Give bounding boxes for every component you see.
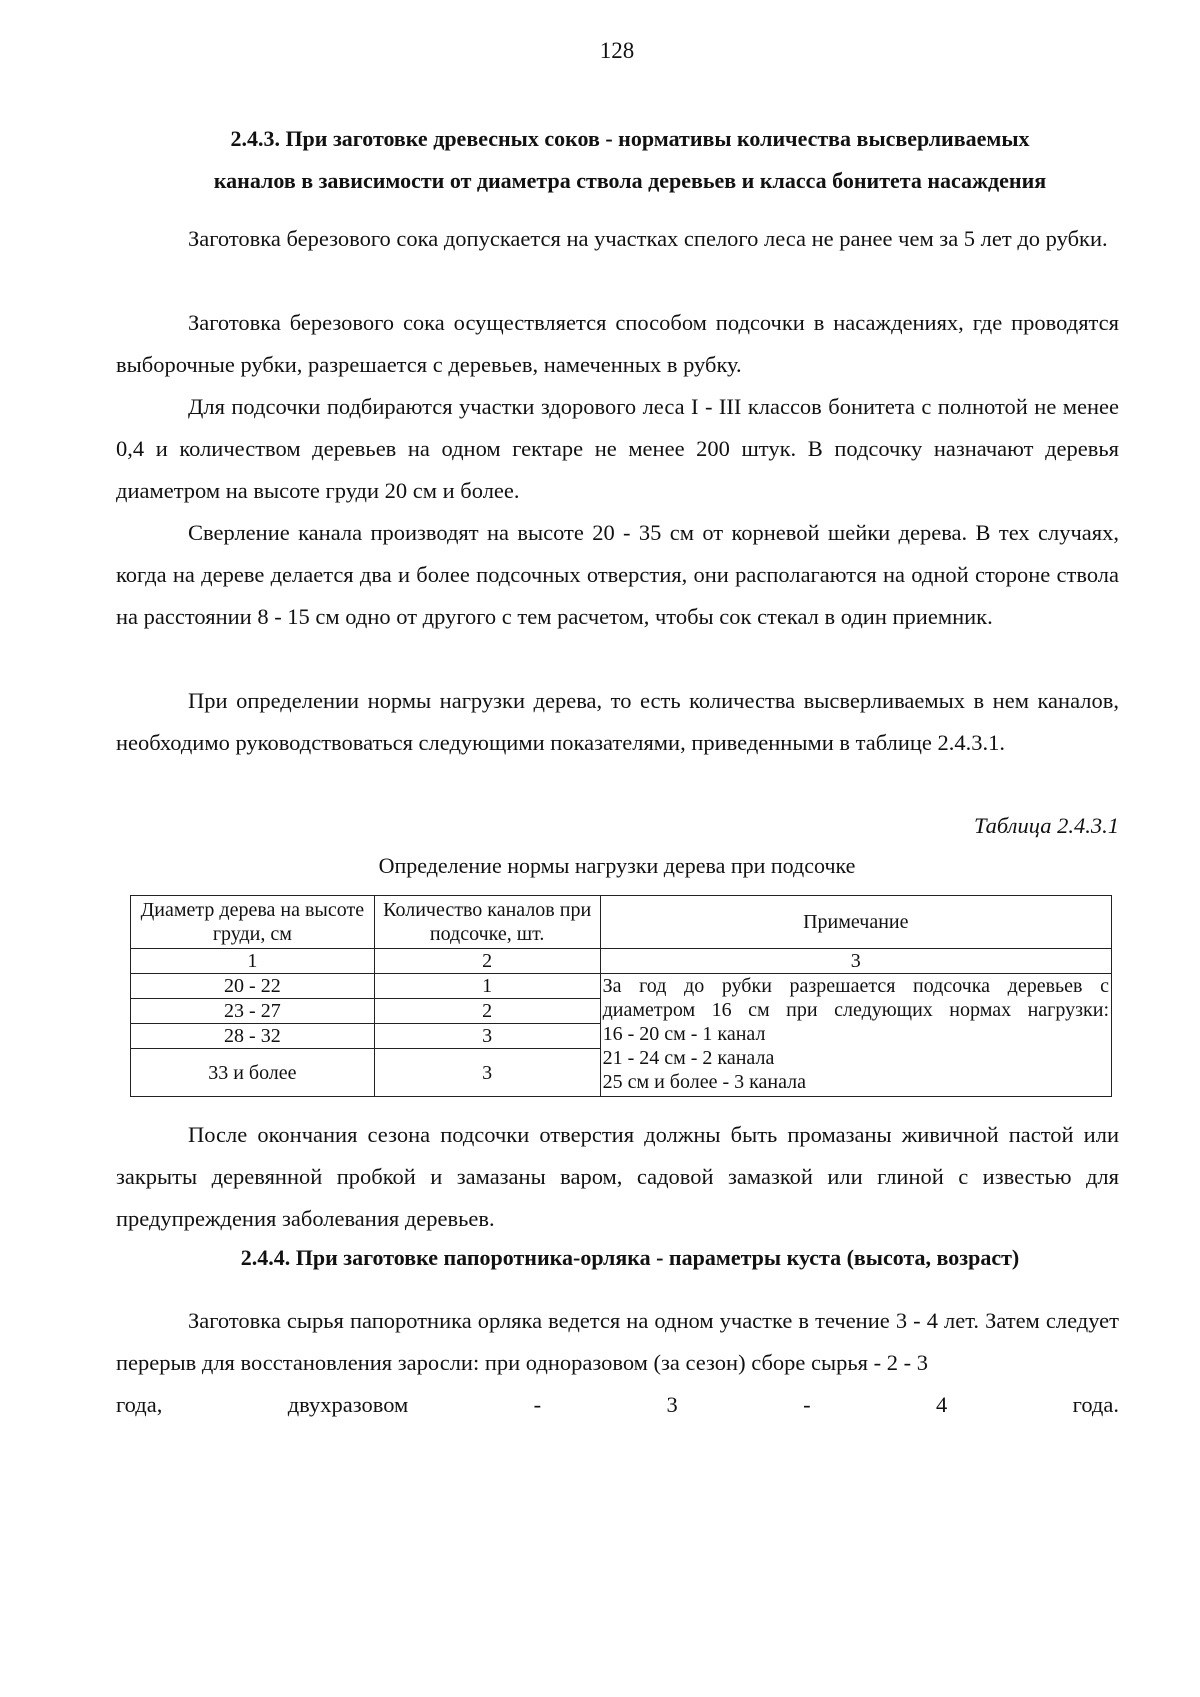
- note-line: 25 см и более - 3 канала: [602, 1071, 807, 1093]
- section-heading-2-4-4: 2.4.4. При заготовке папоротника-орляка - параметры куста (высота, возраст): [240, 1245, 1020, 1270]
- table-cell: 3: [374, 1024, 600, 1049]
- paragraph-text: Заготовка сырья папоротника орляка ведется на одном участке в течение 3 - 4 лет. Затем следует перерыв для восстановления заросли: при одноразовом (за сезон) сборе сырья - 2 - 3: [116, 1308, 1119, 1375]
- note-line: 21 - 24 см - 2 канала: [602, 1047, 775, 1069]
- table-cell: 1: [131, 949, 375, 974]
- paragraph: Заготовка березового сока осуществляется способом подсочки в насаждениях, где проводятся выборочные рубки, разрешается с деревьев, намеченных в рубку.: [116, 310, 1119, 377]
- table-header-cell: Примечание: [600, 896, 1111, 949]
- table-cell: 3: [600, 949, 1111, 974]
- table-note-cell: [600, 974, 1111, 1097]
- table-cell: 20 - 22: [131, 974, 375, 999]
- note-line: диаметром 16 см при следующих нормах нагрузки:: [602, 999, 1109, 1021]
- table-cell: 33 и более: [131, 1049, 375, 1097]
- table-title: Определение нормы нагрузки дерева при подсочке: [378, 853, 856, 878]
- table-cell: 23 - 27: [131, 999, 375, 1024]
- table-header-cell: Диаметр дерева на высоте груди, см: [131, 896, 375, 949]
- paragraph: При определении нормы нагрузки дерева, то есть количества высверливаемых в нем каналов, необходимо руководствоваться следующими показателями, приведенными в таблице 2.4.3.1.: [116, 688, 1119, 755]
- heading-line: каналов в зависимости от диаметра ствола деревьев и класса бонитета насаждения: [213, 168, 1047, 193]
- table-cell: 2: [374, 949, 600, 974]
- table-cell: 28 - 32: [131, 1024, 375, 1049]
- table-cell: 1: [374, 974, 600, 999]
- paragraph: [116, 1300, 1119, 1426]
- paragraph: Заготовка березового сока допускается на участках спелого леса не ранее чем за 5 лет до рубки.: [188, 226, 1108, 251]
- tapping-norms-table: [130, 895, 1112, 1097]
- note-line: За год до рубки разрешается подсочка деревьев с: [602, 975, 1109, 997]
- paragraph: После окончания сезона подсочки отверстия должны быть промазаны живичной пастой или закрыты деревянной пробкой и замазаны варом, садовой замазкой или глиной с известью для предупреждения заболевания деревьев.: [116, 1122, 1119, 1231]
- table-header-row: [131, 896, 1112, 949]
- table-cell: 3: [374, 1049, 600, 1097]
- heading-line: 2.4.3. При заготовке древесных соков - нормативы количества высверливаемых: [230, 126, 1030, 151]
- paragraph: Для подсочки подбираются участки здорового леса I - III классов бонитета с полнотой не менее 0,4 и количеством деревьев на одном гектаре не менее 200 штук. В подсочку назначают деревья диаметром на высоте груди 20 см и более.: [116, 394, 1119, 503]
- page-number: 128: [599, 38, 635, 63]
- paragraph-last-line: года, двухразовом - 3 - 4 года.: [116, 1392, 1119, 1417]
- table-header-cell: Количество каналов при подсочке, шт.: [374, 896, 600, 949]
- note-line: 16 - 20 см - 1 канал: [602, 1023, 766, 1045]
- table-column-number-row: [131, 949, 1112, 974]
- section-heading-2-4-3: [160, 118, 1100, 202]
- paragraph: Сверление канала производят на высоте 20 - 35 см от корневой шейки дерева. В тех случаях, когда на дереве делается два и более подсочных отверстия, они располагаются на одной стороне ствола на расстоянии 8 - 15 см одно от другого с тем расчетом, чтобы сок стекал в один приемник.: [116, 520, 1119, 629]
- table-caption: Таблица 2.4.3.1: [973, 813, 1119, 838]
- table-cell: 2: [374, 999, 600, 1024]
- table-row: [131, 974, 1112, 999]
